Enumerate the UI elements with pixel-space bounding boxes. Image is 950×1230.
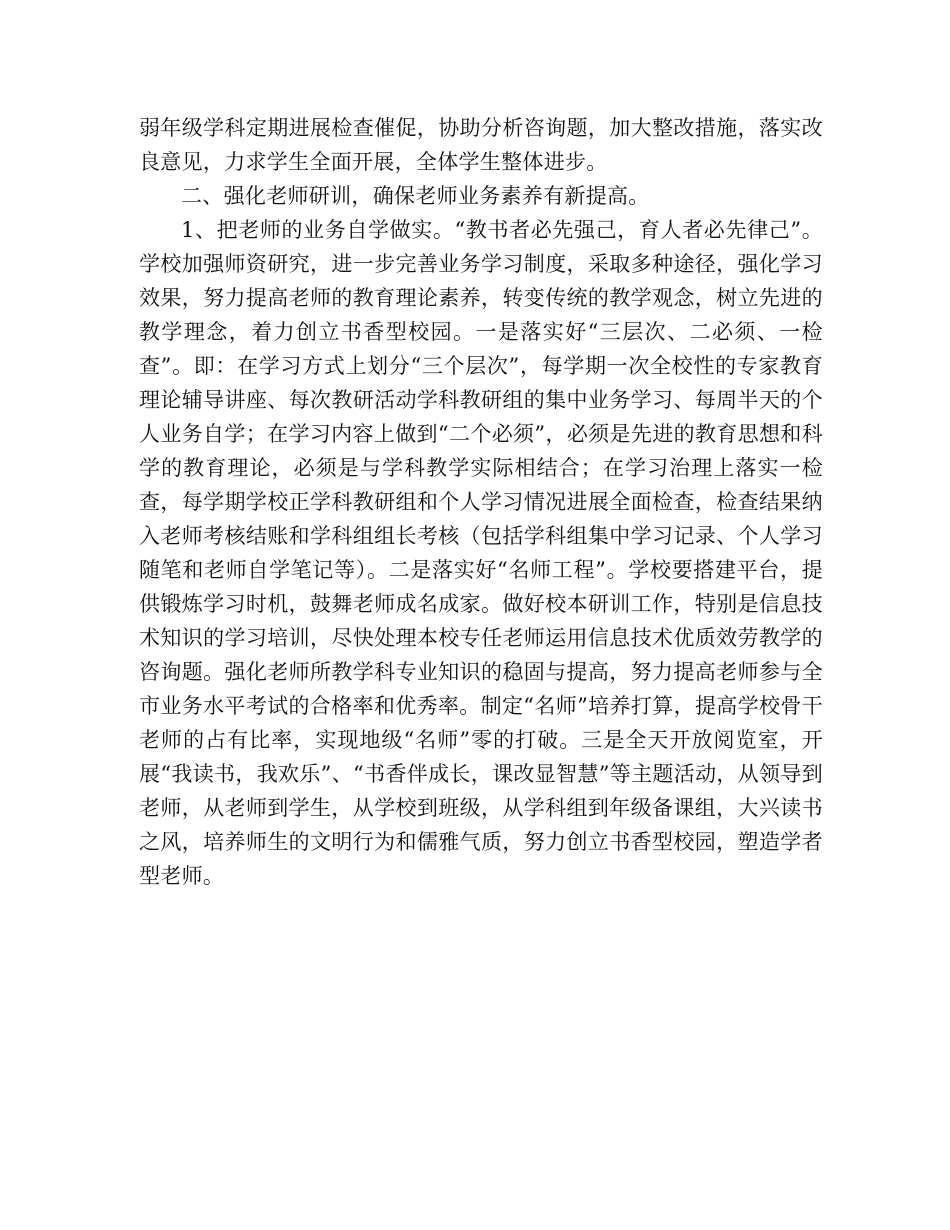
section-heading: 二、强化老师研训，确保老师业务素养有新提高。 [181, 184, 650, 208]
paragraph-body: 1、把老师的业务自学做实。“教书者必先强己，育人者必先律己”。学校加强师资研究，进一步完善业务学习制度，采取多种途径，强化学习效果，努力提高老师的教育理论素养，转变传统的教学观念，树立先进的教学理念，着力创立书香型校园。一是落实好“三层次、二必须、一检查”。即：在学习方式上划分“三个层次”，每学期一次全校性的专家教育理论辅导讲座、每次教研活动学科教研组的集中业务学习、每周半天的个人业务自学；在学习内容上做到“二个必须”，必须是先进的教育思想和科学的教育理论，必须是与学科教学实际相结合；在学习治理上落实一检查，每学期学校正学科教研组和个人学习情况进展全面检查，检查结果纳入老师考核结账和学科组组长考核（包括学科组集中学习记录、个人学习随笔和老师自学笔记等）。二是落实好“名师工程”。学校要搭建平台，提供锻炼学习时机，鼓舞老师成名成家。做好校本研训工作，特别是信息技术知识的学习培训，尽快处理本校专任老师运用信息技术优质效劳教学的咨询题。强化老师所教学科专业知识的稳固与提高，努力提高老师参与全市业务水平考试的合格率和优秀率。制定“名师”培养打算，提高学校骨干老师的占有比率，实现地级“名师”零的打破。三是全天开放阅览室，开展“我读书，我欢乐”、“书香伴成长，课改显智慧”等主题活动，从领导到老师，从老师到学生，从学校到班级，从学科组到年级备课组，大兴读书之风，培养师生的文明行为和儒雅气质，努力创立书香型校园，塑造学者型老师。 [139, 218, 823, 888]
paragraph-continuation: 弱年级学科定期进展检查催促，协助分析咨询题，加大整改措施，落实改良意见，力求学生全面开展，全体学生整体进步。 [139, 116, 823, 174]
document-body [139, 111, 823, 893]
